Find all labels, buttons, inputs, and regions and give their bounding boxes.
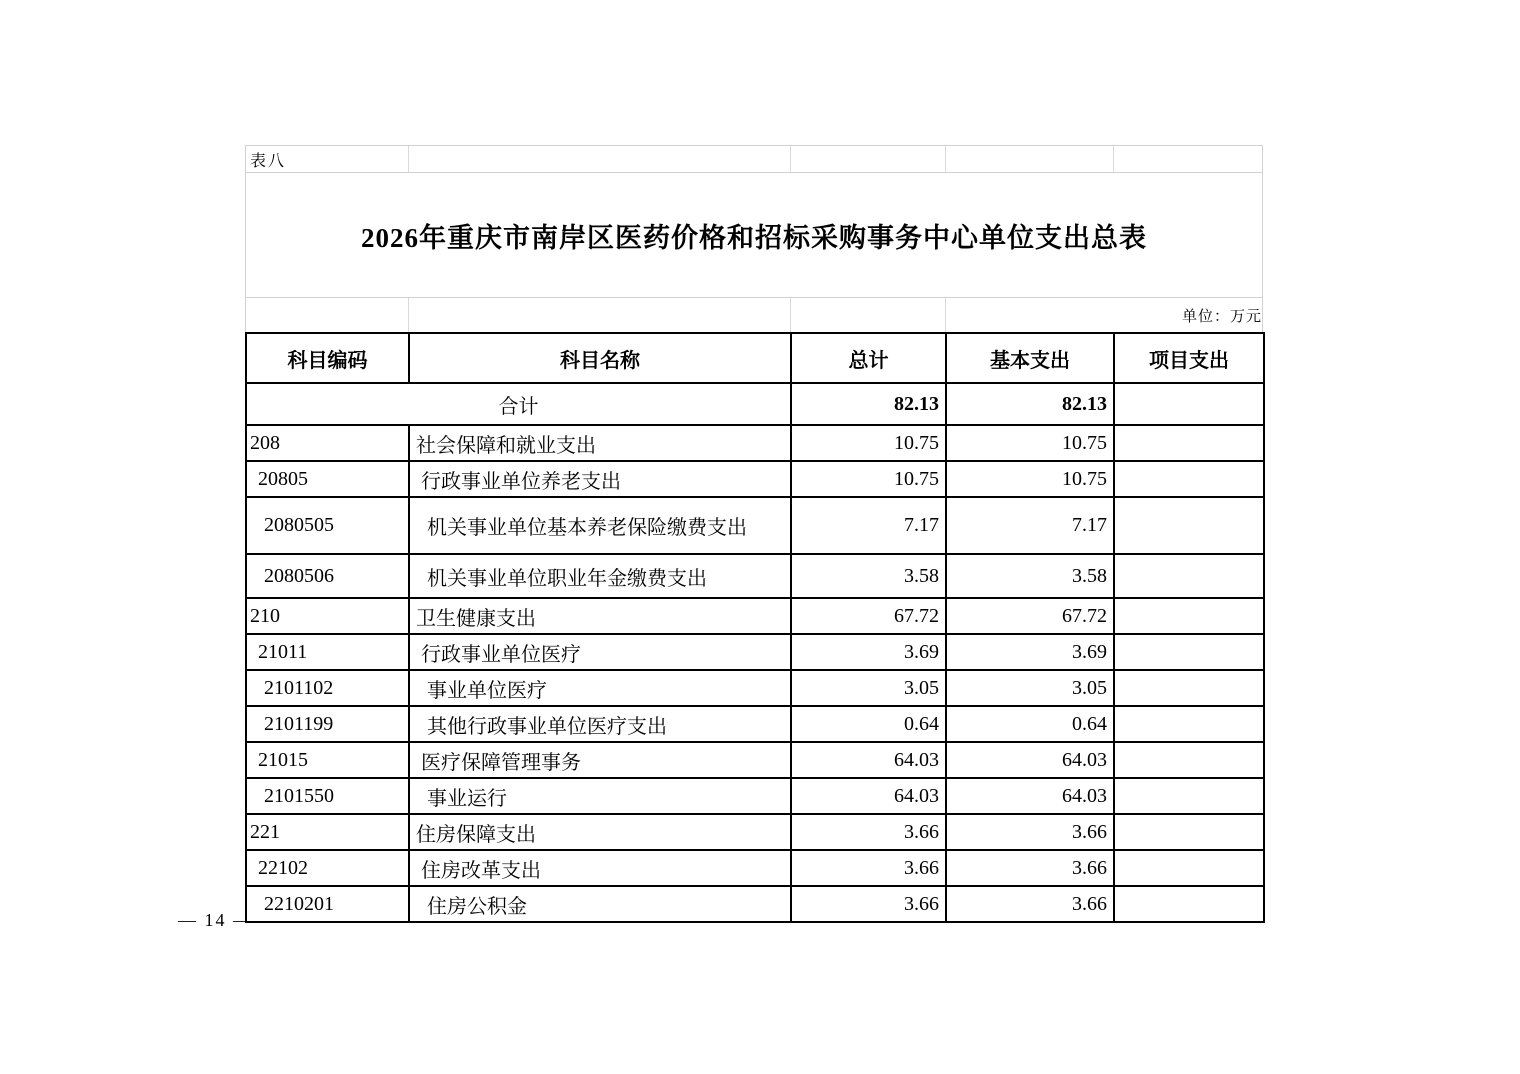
pretable-cell bbox=[946, 146, 1114, 172]
cell-code: 2101199 bbox=[246, 706, 409, 742]
cell-total: 3.66 bbox=[791, 814, 946, 850]
cell-name: 其他行政事业单位医疗支出 bbox=[409, 706, 791, 742]
cell-name: 事业运行 bbox=[409, 778, 791, 814]
cell-basic: 3.05 bbox=[946, 670, 1114, 706]
cell-total: 82.13 bbox=[791, 383, 946, 425]
cell-basic: 10.75 bbox=[946, 461, 1114, 497]
header-cell-total: 总计 bbox=[791, 333, 946, 383]
pretable-cell bbox=[791, 146, 946, 172]
cell-code: 21011 bbox=[246, 634, 409, 670]
cell-code: 2101550 bbox=[246, 778, 409, 814]
cell-total: 3.05 bbox=[791, 670, 946, 706]
pretable-cell bbox=[409, 298, 791, 332]
table-row bbox=[246, 425, 1264, 461]
cell-project bbox=[1114, 670, 1264, 706]
table-row bbox=[246, 461, 1264, 497]
cell-project bbox=[1114, 850, 1264, 886]
cell-code: 2080506 bbox=[246, 554, 409, 598]
cell-project bbox=[1114, 461, 1264, 497]
cell-name: 医疗保障管理事务 bbox=[409, 742, 791, 778]
pretable-strip-unit bbox=[245, 298, 1263, 332]
cell-project bbox=[1114, 425, 1264, 461]
header-cell-code: 科目编码 bbox=[246, 333, 409, 383]
cell-total: 10.75 bbox=[791, 461, 946, 497]
header-cell-project: 项目支出 bbox=[1114, 333, 1264, 383]
cell-basic: 7.17 bbox=[946, 497, 1114, 554]
cell-basic: 3.66 bbox=[946, 850, 1114, 886]
cell-project bbox=[1114, 706, 1264, 742]
cell-name: 机关事业单位基本养老保险缴费支出 bbox=[409, 497, 791, 554]
cell-project bbox=[1114, 814, 1264, 850]
cell-project bbox=[1114, 778, 1264, 814]
cell-code: 20805 bbox=[246, 461, 409, 497]
cell-name: 住房保障支出 bbox=[409, 814, 791, 850]
expenditure-table bbox=[245, 332, 1265, 923]
cell-project bbox=[1114, 742, 1264, 778]
cell-basic: 82.13 bbox=[946, 383, 1114, 425]
table-row bbox=[246, 554, 1264, 598]
cell-project bbox=[1114, 554, 1264, 598]
pretable-cell bbox=[1114, 146, 1264, 172]
page-number: — 14 — bbox=[178, 910, 253, 930]
sheet-label: 表八 bbox=[246, 146, 409, 172]
page-title: 2026年重庆市南岸区医药价格和招标采购事务中心单位支出总表 bbox=[361, 222, 1147, 253]
cell-total: 0.64 bbox=[791, 706, 946, 742]
cell-code: 221 bbox=[246, 814, 409, 850]
cell-code: 21015 bbox=[246, 742, 409, 778]
cell-basic: 64.03 bbox=[946, 778, 1114, 814]
table-row bbox=[246, 706, 1264, 742]
cell-basic: 3.58 bbox=[946, 554, 1114, 598]
cell-name: 住房改革支出 bbox=[409, 850, 791, 886]
title-block bbox=[245, 173, 1263, 298]
pretable-cell bbox=[791, 298, 946, 332]
cell-code: 2080505 bbox=[246, 497, 409, 554]
cell-basic: 3.69 bbox=[946, 634, 1114, 670]
table-row bbox=[246, 670, 1264, 706]
table-row bbox=[246, 814, 1264, 850]
table-header-row bbox=[246, 333, 1264, 383]
cell-code: 22102 bbox=[246, 850, 409, 886]
cell-total: 64.03 bbox=[791, 742, 946, 778]
cell-basic: 3.66 bbox=[946, 814, 1114, 850]
table-row bbox=[246, 850, 1264, 886]
table-row bbox=[246, 634, 1264, 670]
cell-total: 3.66 bbox=[791, 850, 946, 886]
cell-total: 10.75 bbox=[791, 425, 946, 461]
cell-project bbox=[1114, 886, 1264, 922]
cell-summary-label: 合计 bbox=[246, 383, 791, 425]
cell-code: 2101102 bbox=[246, 670, 409, 706]
cell-project bbox=[1114, 497, 1264, 554]
cell-name: 住房公积金 bbox=[409, 886, 791, 922]
report-sheet bbox=[245, 145, 1263, 923]
cell-basic: 3.66 bbox=[946, 886, 1114, 922]
cell-basic: 64.03 bbox=[946, 742, 1114, 778]
table-row bbox=[246, 598, 1264, 634]
pretable-cell bbox=[409, 146, 791, 172]
table-row bbox=[246, 497, 1264, 554]
header-cell-name: 科目名称 bbox=[409, 333, 791, 383]
cell-basic: 0.64 bbox=[946, 706, 1114, 742]
cell-project bbox=[1114, 634, 1264, 670]
cell-total: 7.17 bbox=[791, 497, 946, 554]
cell-total: 67.72 bbox=[791, 598, 946, 634]
cell-name: 行政事业单位医疗 bbox=[409, 634, 791, 670]
cell-project bbox=[1114, 598, 1264, 634]
cell-basic: 67.72 bbox=[946, 598, 1114, 634]
cell-name: 机关事业单位职业年金缴费支出 bbox=[409, 554, 791, 598]
header-cell-basic: 基本支出 bbox=[946, 333, 1114, 383]
unit-note: 单位：万元 bbox=[1181, 308, 1262, 325]
cell-total: 3.58 bbox=[791, 554, 946, 598]
pretable-cell bbox=[246, 298, 409, 332]
cell-total: 64.03 bbox=[791, 778, 946, 814]
table-row bbox=[246, 742, 1264, 778]
pretable-strip-top bbox=[245, 145, 1263, 173]
cell-basic: 10.75 bbox=[946, 425, 1114, 461]
table-row bbox=[246, 778, 1264, 814]
cell-name: 卫生健康支出 bbox=[409, 598, 791, 634]
cell-project bbox=[1114, 383, 1264, 425]
table-row bbox=[246, 886, 1264, 922]
cell-code: 2210201 bbox=[246, 886, 409, 922]
cell-total: 3.66 bbox=[791, 886, 946, 922]
summary-row bbox=[246, 383, 1264, 425]
cell-name: 社会保障和就业支出 bbox=[409, 425, 791, 461]
cell-name: 事业单位医疗 bbox=[409, 670, 791, 706]
cell-total: 3.69 bbox=[791, 634, 946, 670]
cell-code: 210 bbox=[246, 598, 409, 634]
cell-name: 行政事业单位养老支出 bbox=[409, 461, 791, 497]
cell-code: 208 bbox=[246, 425, 409, 461]
